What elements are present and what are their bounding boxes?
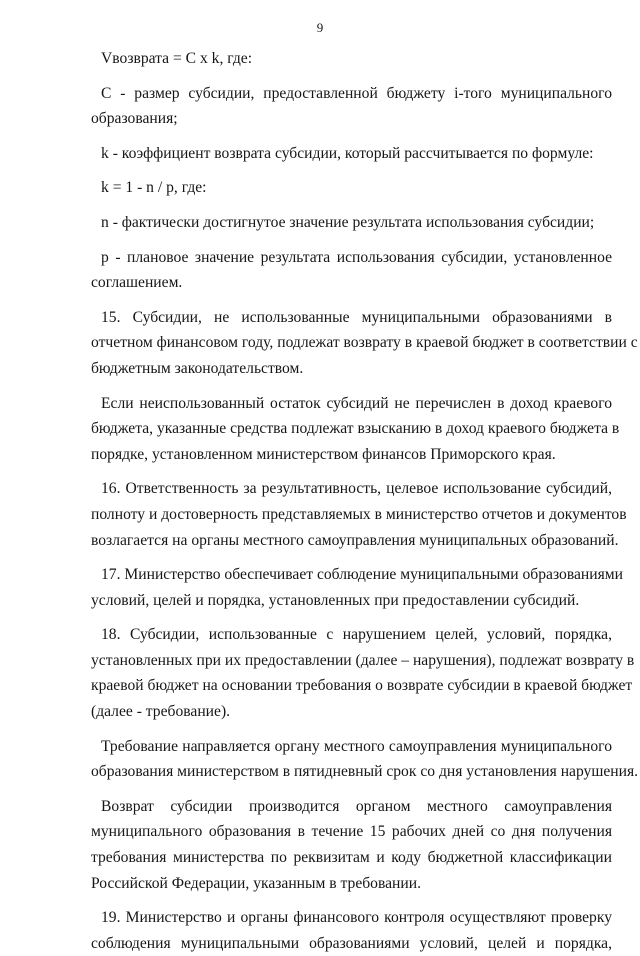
text-line: k = 1 - n / p, где: bbox=[101, 179, 207, 197]
text-line: муниципального образования в течение 15 рабочих дней со дня получения bbox=[91, 823, 612, 841]
text-line: образования министерством в пятидневный срок со дня установления нарушения. bbox=[91, 763, 639, 781]
text-line: требования министерства по реквизитам и коду бюджетной классификации bbox=[91, 849, 612, 867]
text-line: отчетном финансовом году, подлежат возврату в краевой бюджет в соответствии с bbox=[91, 334, 638, 352]
text-line: 16. Ответственность за результативность, целевое использование субсидий, bbox=[101, 480, 612, 498]
paragraph bbox=[91, 46, 612, 72]
paragraph bbox=[91, 305, 638, 382]
paragraph bbox=[91, 391, 620, 468]
paragraph bbox=[91, 210, 612, 236]
paragraph bbox=[91, 81, 612, 132]
text-line: возлагается на органы местного самоуправления муниципальных образований. bbox=[91, 531, 619, 549]
paragraph bbox=[91, 175, 612, 201]
paragraph bbox=[91, 622, 635, 724]
paragraph bbox=[91, 476, 627, 553]
page-number: 9 bbox=[316, 20, 324, 35]
paragraph bbox=[91, 245, 612, 296]
paragraph bbox=[91, 562, 623, 613]
text-line: соглашением. bbox=[91, 274, 183, 292]
text-line: р - плановое значение результата использования субсидии, установленное bbox=[101, 248, 612, 266]
text-line: (далее - требование). bbox=[91, 703, 231, 721]
text-line: условий, целей и порядка, установленных при предоставлении субсидий. bbox=[91, 591, 580, 609]
text-line: С - размер субсидии, предоставленной бюджету i-того муниципального bbox=[101, 84, 612, 102]
text-line: 17. Министерство обеспечивает соблюдение муниципальными образованиями bbox=[101, 566, 623, 584]
text-line: образования; bbox=[91, 110, 178, 128]
text-line: 19. Министерство и органы финансового контроля осуществляют проверку bbox=[101, 909, 612, 927]
document-body bbox=[91, 46, 639, 956]
text-line: 18. Субсидии, использованные с нарушением целей, условий, порядка, bbox=[101, 626, 612, 644]
text-line: n - фактически достигнутое значение результата использования субсидии; bbox=[101, 213, 595, 231]
text-line: 15. Субсидии, не использованные муниципальными образованиями в bbox=[101, 308, 612, 326]
text-line: установленных при их предоставлении (далее – нарушения), подлежат возврату в bbox=[91, 651, 635, 669]
paragraph bbox=[91, 141, 612, 167]
text-line: Требование направляется органу местного самоуправления муниципального bbox=[101, 737, 612, 755]
text-line: бюджета, указанные средства подлежат взысканию в доход краевого бюджета в bbox=[91, 420, 620, 438]
text-line: Российской Федерации, указанным в требовании. bbox=[91, 874, 421, 892]
text-line: Возврат субсидии производится органом местного самоуправления bbox=[101, 797, 612, 815]
paragraph bbox=[91, 905, 612, 956]
text-line: соблюдения муниципальными образованиями условий, целей и порядка, bbox=[91, 934, 612, 952]
paragraph bbox=[91, 734, 639, 785]
text-line: Если неиспользованный остаток субсидий не перечислен в доход краевого bbox=[101, 394, 612, 412]
text-line: бюджетным законодательством. bbox=[91, 359, 304, 377]
text-line: порядке, установленном министерством финансов Приморского края. bbox=[91, 445, 556, 463]
text-line: Vвозврата = С x k, где: bbox=[101, 50, 253, 67]
text-line: полноту и достоверность представляемых в министерство отчетов и документов bbox=[91, 505, 627, 523]
text-line: k - коэффициент возврата субсидии, который рассчитывается по формуле: bbox=[101, 144, 594, 162]
text-line: краевой бюджет на основании требования о возврате субсидии в краевой бюджет bbox=[91, 677, 633, 695]
paragraph bbox=[91, 794, 612, 896]
